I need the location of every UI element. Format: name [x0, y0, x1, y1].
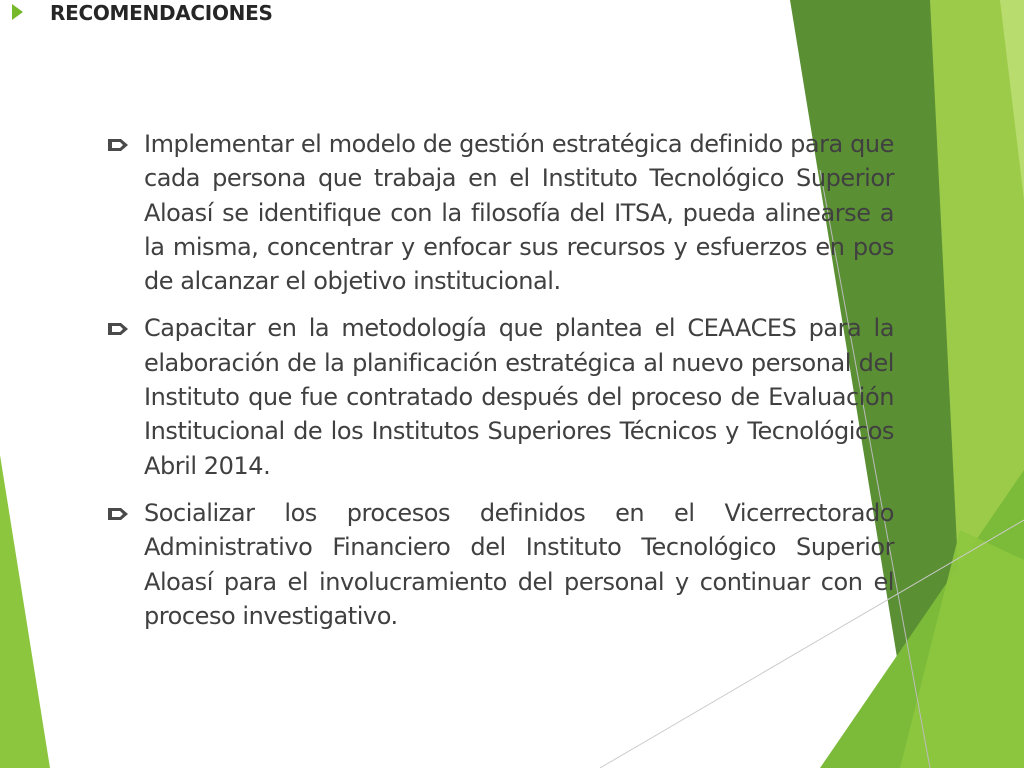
list-item: [108, 311, 894, 482]
arrow-bullet-icon: [108, 508, 128, 520]
arrow-bullet-icon: [108, 323, 128, 335]
bullet-text: Implementar el modelo de gestión estratégica definido para que cada persona que trabaja en el Instituto Tecnológico Superior Aloasí se identifique con la filosofía del ITSA, pueda alinearse a la misma, concentrar y enfocar sus recursos y esfuerzos en pos de alcanzar el objetivo institucional.: [144, 130, 894, 296]
slide-title: RECOMENDACIONES: [50, 1, 273, 25]
bullet-list: [108, 127, 894, 646]
left-green-sliver: [0, 455, 50, 768]
triangle-right-icon: [12, 4, 23, 20]
bullet-text: Socializar los procesos definidos en el Vicerrectorado Administrativo Financiero del Instituto Tecnológico Superior Aloasí para el involucramiento del personal y continuar con el proceso investigativo.: [144, 498, 894, 630]
list-item: [108, 127, 894, 298]
list-item: [108, 496, 894, 633]
bullet-text: Capacitar en la metodología que plantea el CEAACES para la elaboración de la planificación estratégica al nuevo personal del Instituto que fue contratado después del proceso de Evaluación Institucional de los Institutos Superiores Técnicos y Tecnológicos Abril 2014.: [144, 314, 894, 480]
arrow-bullet-icon: [108, 139, 128, 151]
